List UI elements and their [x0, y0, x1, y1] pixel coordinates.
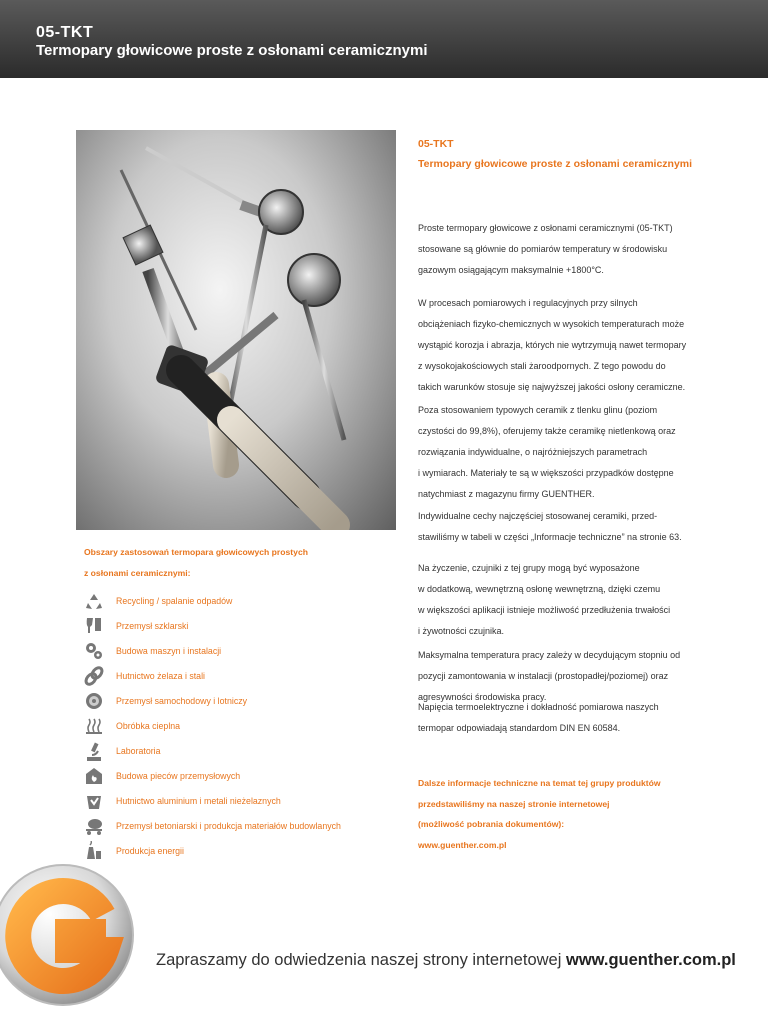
area-item: [84, 766, 384, 786]
website-link[interactable]: www.guenther.com.pl: [418, 839, 507, 850]
text-line: i wymiarach. Materiały te są w większości przypadków dostępne: [418, 468, 674, 478]
area-label: Hutnictwo aluminium i metali nieżelaznych: [116, 796, 281, 806]
area-label: Hutnictwo żelaza i stali: [116, 671, 205, 681]
text-line: przedstawiliśmy na naszej stronie internetowej: [418, 798, 610, 809]
area-label: Produkcja energii: [116, 846, 184, 856]
area-label: Przemysł samochodowy i lotniczy: [116, 696, 248, 706]
text-line: obciążeniach fizyko-chemicznych w wysokich temperaturach może: [418, 319, 685, 329]
paragraph-standards: [418, 697, 659, 739]
crucible-icon: [84, 791, 104, 811]
text-line: W procesach pomiarowych i regulacyjnych przy silnych: [418, 298, 638, 308]
area-label: Recycling / spalanie odpadów: [116, 596, 233, 606]
text-line: agresywności środowiska pracy.: [418, 692, 547, 702]
text-line: czystości do 99,8%), oferujemy także ceramikę nietlenkową oraz: [418, 426, 676, 436]
area-item: [84, 816, 384, 836]
recycling-icon: [84, 591, 104, 611]
power-plant-icon: [84, 841, 104, 861]
gears-icon: [84, 641, 104, 661]
header-title: Termopary głowicowe proste z osłonami ceramicznymi: [36, 42, 428, 59]
text-line: z wysokojakościowych stali żaroodpornych. Z tego powodu do: [418, 361, 666, 371]
text-line: pozycji zamontowania w instalacji (prostopadłej/poziomej) oraz: [418, 671, 669, 681]
area-label: Przemysł szklarski: [116, 621, 189, 631]
product-code: 05-TKT: [418, 138, 454, 150]
guenther-logo: [0, 860, 138, 1010]
text-line: Indywidualne cechy najczęściej stosowanej ceramiki, przed-: [418, 511, 658, 521]
text-line: stosowane są głównie do pomiarów temperatury w środowisku: [418, 244, 668, 254]
area-label: Budowa pieców przemysłowych: [116, 771, 241, 781]
text-line: Maksymalna temperatura pracy zależy w decydującym stopniu od: [418, 650, 681, 660]
footer-text: Zapraszamy do odwiedzenia naszej strony internetowej: [156, 951, 562, 969]
text-line: rozwiązania indywidualne, o najróżniejszych parametrach: [418, 447, 648, 457]
product-title: Termopary głowicowe proste z osłonami ceramicznymi: [418, 158, 693, 170]
wheel-icon: [84, 691, 104, 711]
text-line: takich warunków stosuje się najwyższej jakości osłony ceramiczne.: [418, 382, 686, 392]
area-label: Przemysł betoniarski i produkcja materiałów budowlanych: [116, 821, 341, 831]
furnace-icon: [84, 766, 104, 786]
thermocouples-illustration: [76, 130, 396, 530]
text-line: gazowym osiągającym maksymalnie +1800°C.: [418, 265, 604, 275]
area-item: [84, 841, 384, 861]
area-label: Obróbka cieplna: [116, 721, 181, 731]
paragraph-intro: [418, 218, 673, 281]
page-header: [0, 0, 768, 78]
text-line: termopar odpowiadają standardom DIN EN 60584.: [418, 723, 621, 733]
area-item: [84, 741, 384, 761]
area-item: [84, 716, 384, 736]
paragraph-corrosion: [418, 293, 686, 398]
text-line: Poza stosowaniem typowych ceramik z tlenku glinu (poziom: [418, 405, 658, 415]
text-line: z osłonami ceramicznymi:: [84, 568, 191, 578]
paragraph-table-ref: [418, 506, 682, 548]
text-line: i żywotności czujnika.: [418, 626, 505, 636]
more-info: [418, 773, 661, 855]
text-line: Dalsze informacje techniczne na temat tej grupy produktów: [418, 778, 661, 788]
text-line: natychmiast z magazynu firmy GUENTHER.: [418, 489, 595, 499]
product-photo: [76, 130, 396, 530]
microscope-icon: [84, 741, 104, 761]
text-line: wystąpić korozja i abrazja, których nie wytrzymują nawet termopary: [418, 340, 687, 350]
paragraph-inner-sheath: [418, 558, 670, 642]
text-line: Obszary zastosowań termopara głowicowych prostych: [84, 547, 308, 557]
footer-invitation: [156, 951, 736, 970]
text-line: Proste termopary głowicowe z osłonami ceramicznymi (05-TKT): [418, 223, 673, 233]
area-label: Budowa maszyn i instalacji: [116, 646, 222, 656]
area-item: [84, 641, 384, 661]
text-line: Na życzenie, czujniki z tej grupy mogą być wyposażone: [418, 563, 640, 573]
area-item: [84, 791, 384, 811]
areas-heading: [84, 542, 394, 584]
heat-icon: [84, 716, 104, 736]
area-item: [84, 591, 384, 611]
footer-website-link[interactable]: www.guenther.com.pl: [565, 951, 736, 969]
text-line: stawiliśmy w tabeli w części „Informacje techniczne” na stronie 63.: [418, 532, 682, 542]
text-line: (możliwość pobrania dokumentów):: [418, 819, 565, 829]
text-line: w dodatkową, wewnętrzną osłonę wewnętrzną, dzięki czemu: [418, 584, 661, 594]
concrete-mixer-icon: [84, 816, 104, 836]
area-label: Laboratoria: [116, 746, 161, 756]
text-line: Napięcia termoelektryczne i dokładność pomiarowa naszych: [418, 702, 659, 712]
chain-icon: [84, 666, 104, 686]
area-item: [84, 666, 384, 686]
area-item: [84, 616, 384, 636]
application-areas: [84, 542, 394, 856]
glass-icon: [84, 616, 104, 636]
paragraph-ceramics: [418, 400, 676, 505]
area-item: [84, 691, 384, 711]
header-code: 05-TKT: [36, 24, 94, 41]
text-line: w większości aplikacji istnieje możliwość przedłużenia trwałości: [418, 605, 671, 615]
